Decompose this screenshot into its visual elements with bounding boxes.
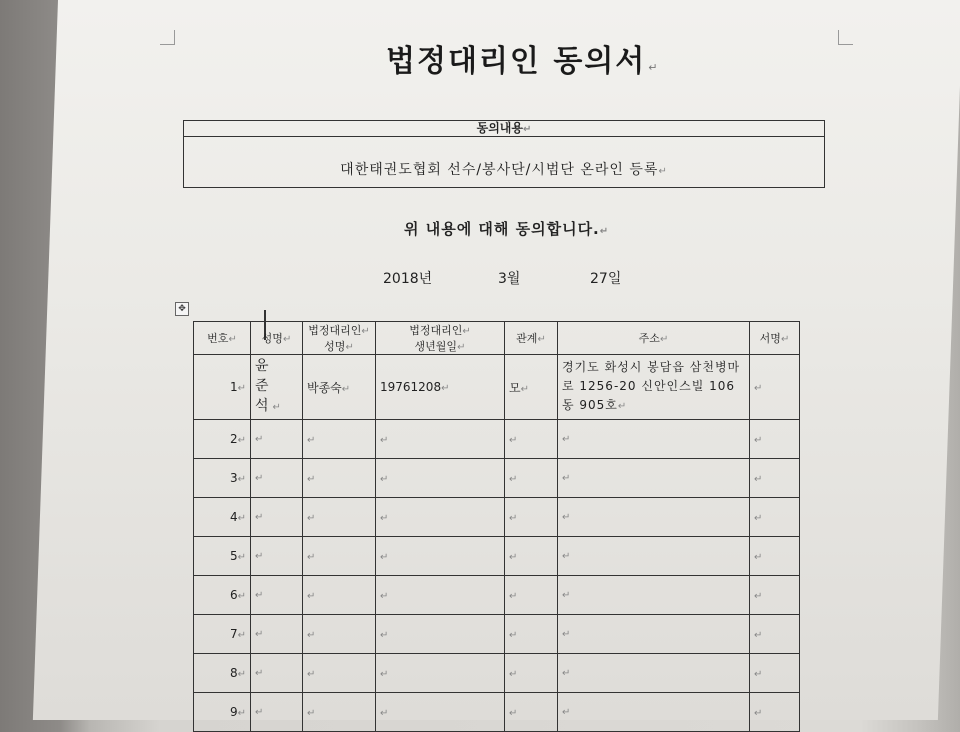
table-cell-name[interactable]: 윤 준 석↵ <box>251 355 303 420</box>
table-cell-guardian-name[interactable]: ↵ <box>303 498 376 537</box>
table-cell-guardian-birth[interactable]: ↵ <box>376 420 505 459</box>
table-cell-no[interactable]: 5↵ <box>194 537 251 576</box>
cell-value: 6 <box>229 588 238 602</box>
cell-value: 4 <box>229 510 238 524</box>
cell-value: 3 <box>229 471 238 485</box>
table-cell-no[interactable]: 2↵ <box>194 420 251 459</box>
table-cell-name[interactable]: ↵ <box>251 537 303 576</box>
crop-mark-left <box>160 30 175 45</box>
table-cell-relation[interactable]: ↵ <box>505 459 558 498</box>
table-cell-guardian-birth[interactable]: ↵ <box>376 654 505 693</box>
table-cell-guardian-birth[interactable]: ↵ <box>376 537 505 576</box>
table-cell-signature[interactable]: ↵ <box>750 615 800 654</box>
table-cell-name[interactable]: ↵ <box>251 498 303 537</box>
table-cell-name[interactable]: ↵ <box>251 615 303 654</box>
table-cell-guardian-name[interactable]: 박종숙↵ <box>303 355 376 420</box>
cell-value: 9 <box>229 705 238 719</box>
table-cell-no[interactable]: 9↵ <box>194 693 251 732</box>
table-cell-name[interactable]: ↵ <box>251 420 303 459</box>
table-row <box>194 459 800 498</box>
table-cell-relation[interactable]: ↵ <box>505 420 558 459</box>
table-cell-address[interactable]: ↵ <box>558 693 750 732</box>
table-header-cell: 법정대리인↵ 성명↵ <box>303 322 376 355</box>
table-cell-guardian-birth[interactable]: ↵ <box>376 576 505 615</box>
table-cell-address[interactable]: ↵ <box>558 654 750 693</box>
cell-value: 1 <box>229 380 238 394</box>
table-cell-address[interactable]: ↵ <box>558 576 750 615</box>
table-header-cell: 법정대리인↵ 생년월일↵ <box>376 322 505 355</box>
table-row <box>194 693 800 732</box>
table-cell-guardian-birth[interactable]: ↵ <box>376 459 505 498</box>
consent-box-header: 동의내용↵ <box>184 121 824 137</box>
table-header-cell: 주소↵ <box>558 322 750 355</box>
table-cell-name[interactable]: ↵ <box>251 576 303 615</box>
table-cell-signature[interactable]: ↵ <box>750 537 800 576</box>
table-row <box>194 420 800 459</box>
header-label: 법정대리인 <box>409 324 463 337</box>
consent-box-body: 대한태권도협회 선수/봉사단/시범단 온라인 등록↵ <box>340 162 668 178</box>
table-cell-signature[interactable]: ↵ <box>750 693 800 732</box>
table-row <box>194 576 800 615</box>
guardian-table <box>193 321 800 732</box>
table-header-cell: 관계↵ <box>505 322 558 355</box>
date-day: 27일 <box>590 271 622 287</box>
table-cell-no[interactable]: 7↵ <box>194 615 251 654</box>
header-label: 주소 <box>638 332 660 345</box>
table-cell-no[interactable]: 6↵ <box>194 576 251 615</box>
table-cell-no[interactable]: 1↵ <box>194 355 251 420</box>
table-cell-signature[interactable]: ↵ <box>750 498 800 537</box>
cell-value: 7 <box>229 627 238 641</box>
table-cell-relation[interactable]: ↵ <box>505 693 558 732</box>
table-cell-signature[interactable]: ↵ <box>750 355 800 420</box>
table-header-cell: 번호↵ <box>194 322 251 355</box>
cell-value: 5 <box>229 549 238 563</box>
table-row <box>194 498 800 537</box>
table-cell-guardian-name[interactable]: ↵ <box>303 576 376 615</box>
header-label: 서명 <box>759 332 781 345</box>
table-cell-guardian-birth[interactable]: 19761208↵ <box>376 355 505 420</box>
table-header-row <box>194 322 800 355</box>
table-cell-address[interactable]: ↵ <box>558 537 750 576</box>
table-cell-address[interactable]: ↵ <box>558 615 750 654</box>
table-cell-name[interactable]: ↵ <box>251 693 303 732</box>
crop-mark-right <box>838 30 853 45</box>
document-title: 법정대리인 동의서 ↵ <box>386 44 660 79</box>
table-cell-no[interactable]: 4↵ <box>194 498 251 537</box>
table-cell-name[interactable]: ↵ <box>251 459 303 498</box>
table-cell-address[interactable]: 경기도 화성시 봉담읍 삼천병마로 1256-20 신안인스빌 106동 905호↵ <box>558 355 750 420</box>
table-cell-relation[interactable]: ↵ <box>505 537 558 576</box>
table-cell-relation[interactable]: ↵ <box>505 498 558 537</box>
table-row <box>194 615 800 654</box>
table-row <box>194 654 800 693</box>
header-label: 성명 <box>324 340 346 353</box>
table-row <box>194 355 800 420</box>
table-cell-guardian-name[interactable]: ↵ <box>303 459 376 498</box>
table-cell-name[interactable]: ↵ <box>251 654 303 693</box>
table-cell-no[interactable]: 3↵ <box>194 459 251 498</box>
table-cell-relation[interactable]: ↵ <box>505 615 558 654</box>
cell-value: 2 <box>229 432 238 446</box>
table-cell-guardian-birth[interactable]: ↵ <box>376 615 505 654</box>
cell-value: 모 <box>509 380 521 395</box>
agree-statement: 위 내용에 대해 동의합니다.↵ <box>404 220 610 238</box>
table-cell-no[interactable]: 8↵ <box>194 654 251 693</box>
table-cell-guardian-birth[interactable]: ↵ <box>376 693 505 732</box>
consent-box <box>183 120 825 188</box>
table-cell-address[interactable]: ↵ <box>558 420 750 459</box>
table-cell-guardian-name[interactable]: ↵ <box>303 654 376 693</box>
table-cell-signature[interactable]: ↵ <box>750 459 800 498</box>
table-row <box>194 537 800 576</box>
table-cell-guardian-birth[interactable]: ↵ <box>376 498 505 537</box>
table-cell-relation[interactable]: ↵ <box>505 576 558 615</box>
table-header-cell: 서명↵ <box>750 322 800 355</box>
table-cell-address[interactable]: ↵ <box>558 459 750 498</box>
table-cell-signature[interactable]: ↵ <box>750 420 800 459</box>
cell-value: 박종숙 <box>307 380 342 395</box>
table-cell-relation[interactable]: 모↵ <box>505 355 558 420</box>
date-year: 2018년 <box>383 271 433 287</box>
header-label: 생년월일 <box>414 340 458 353</box>
table-cell-guardian-name[interactable]: ↵ <box>303 693 376 732</box>
table-cell-signature[interactable]: ↵ <box>750 576 800 615</box>
cell-value: 경기도 화성시 봉담읍 삼천병마로 1256-20 신안인스빌 106동 905호 <box>562 360 741 412</box>
table-cell-guardian-name[interactable]: ↵ <box>303 537 376 576</box>
header-label: 번호 <box>207 332 229 345</box>
table-cell-guardian-name[interactable]: ↵ <box>303 615 376 654</box>
cell-value: 윤 준 석 <box>255 358 273 414</box>
header-label: 성명 <box>261 332 283 345</box>
table-header-cell: 성명↵ <box>251 322 303 355</box>
cell-value: 8 <box>229 666 238 680</box>
table-cell-address[interactable]: ↵ <box>558 498 750 537</box>
table-cell-relation[interactable]: ↵ <box>505 654 558 693</box>
header-label: 관계 <box>516 332 538 345</box>
table-cell-signature[interactable]: ↵ <box>750 654 800 693</box>
table-move-handle-icon[interactable]: ✥ <box>175 302 189 316</box>
cell-value: 19761208 <box>380 380 442 394</box>
date-month: 3월 <box>498 271 521 287</box>
table-cell-guardian-name[interactable]: ↵ <box>303 420 376 459</box>
header-label: 법정대리인 <box>308 324 362 337</box>
